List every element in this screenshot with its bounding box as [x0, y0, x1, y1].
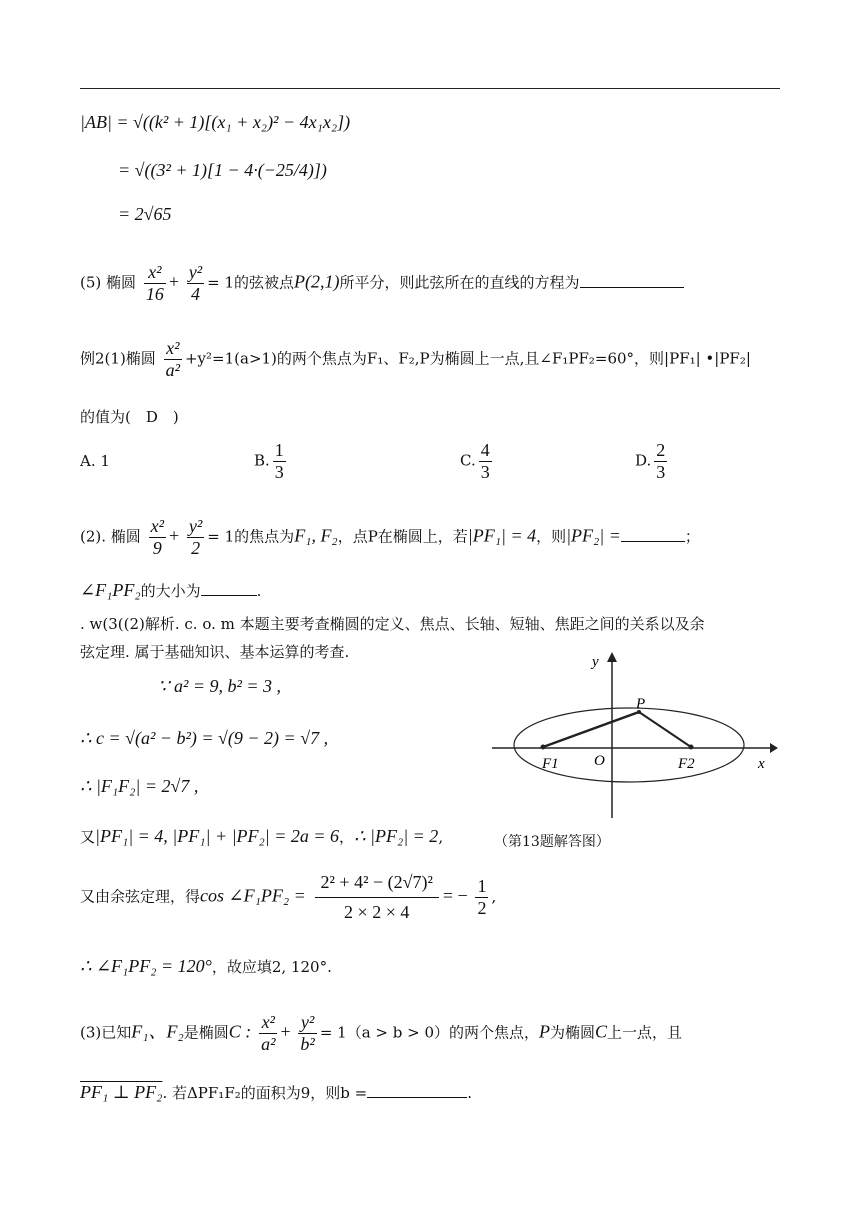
question-5: (5) 椭圆 $\frac{\text{x²}}{16}$ + $\frac{\text{y²}}{4}$ = 1的弦被点P(2,1)所平分，则此弦所在的直线的方程为 [80, 262, 684, 305]
fraction: $\frac{\text{y²}}{4}$ [188, 262, 203, 304]
ab-result: = 2√65 [118, 204, 172, 224]
y-axis-arrow [607, 652, 617, 662]
segment-pf2 [639, 712, 691, 747]
question-2-angle: ∠F₁PF₂的大小为 . [80, 580, 262, 600]
step-1: ∵ a² = 9, b² = 3 , [158, 676, 282, 696]
analysis-line-1: . w(3((2)解析. c. o. m 本题主要考查椭圆的定义、焦点、长轴、短轴、焦距之间的关系以及余 [80, 615, 705, 633]
f1-label: F1 [542, 756, 559, 772]
question-3-line-2: PF₁ ⊥ PF₂. 若ΔPF₁F₂的面积为9，则b = . [80, 1082, 473, 1102]
y-label: y [592, 654, 599, 670]
final-step: ∴ ∠F₁PF₂ = 120°，故应填2, 120°. [80, 956, 332, 976]
ab-formula: |AB| = √((k² + 1)[(x₁ + x₂)² − 4x₁x₂]) [80, 112, 351, 132]
analysis-line-2: 弦定理. 属于基础知识、基本运算的考查. [80, 643, 350, 661]
figure-caption: （第13题解答图） [494, 834, 610, 850]
origin-label: O [594, 753, 605, 769]
segment-pf1 [543, 712, 639, 747]
x-axis-arrow [770, 743, 778, 753]
step-4: 又|PF₁| = 4, |PF₁| + |PF₂| = 2a = 6，∴ |PF₂| = 2, [80, 826, 444, 846]
answer-blank [580, 286, 684, 288]
example-2-answer: 的值为( D ) [80, 408, 179, 426]
answer-blank [201, 594, 257, 596]
ab-substitution: = √((3² + 1)[1 − 4·(−25/4)]) [118, 160, 327, 180]
cosine-step: 又由余弦定理，得cos ∠F₁PF₂ = $\frac{\text{2² + 4² − (2√7)²}}{2 \times 2 \times 4}$ = − $\frac{1}{2}$ , [80, 872, 497, 922]
option-b: B. $\frac{1}{3}$ [254, 440, 284, 482]
fraction: $\frac{\text{x²}}{\text{a²}}$ [165, 338, 180, 380]
question-2: (2). 椭圆 $\frac{\text{x²}}{9}$ + $\frac{\text{y²}}{2}$ = 1的焦点为F₁, F₂，点P在椭圆上，若|PF₁| = 4，则|PF₂| = ； [80, 516, 700, 558]
answer-blank [367, 1096, 467, 1098]
fraction: $\frac{\text{x²}}{16}$ [145, 262, 164, 304]
step-2: ∴ c = √(a² − b²) = √(9 − 2) = √7 , [80, 728, 329, 748]
question-3: (3)已知F₁、F₂是椭圆C : $\frac{\text{x²}}{\text{a²}}$ + $\frac{\text{y²}}{\text{b²}}$ = 1（a > b > 0）的两个焦点，P为椭圆C上一点，且 [80, 1012, 683, 1054]
option-a: A. 1 [80, 452, 110, 470]
top-rule [80, 88, 780, 89]
step-3: ∴ |F₁F₂| = 2√7 , [80, 776, 199, 796]
option-d: D. $\frac{2}{3}$ [635, 440, 666, 482]
point-f2 [689, 745, 694, 750]
example-2: 例2(1)椭圆 $\frac{\text{x²}}{\text{a²}}$ +y²=1(a>1)的两个焦点为F₁、F₂,P为椭圆上一点,且∠F₁PF₂=60°，则|PF₁| •|PF₂| [80, 338, 751, 380]
x-label: x [758, 756, 765, 772]
f2-label: F2 [678, 756, 695, 772]
point-f1 [541, 745, 546, 750]
ellipse-figure [488, 648, 780, 824]
option-c: C. $\frac{4}{3}$ [460, 440, 490, 482]
answer-blank [621, 540, 685, 542]
p-label: P [636, 696, 646, 712]
